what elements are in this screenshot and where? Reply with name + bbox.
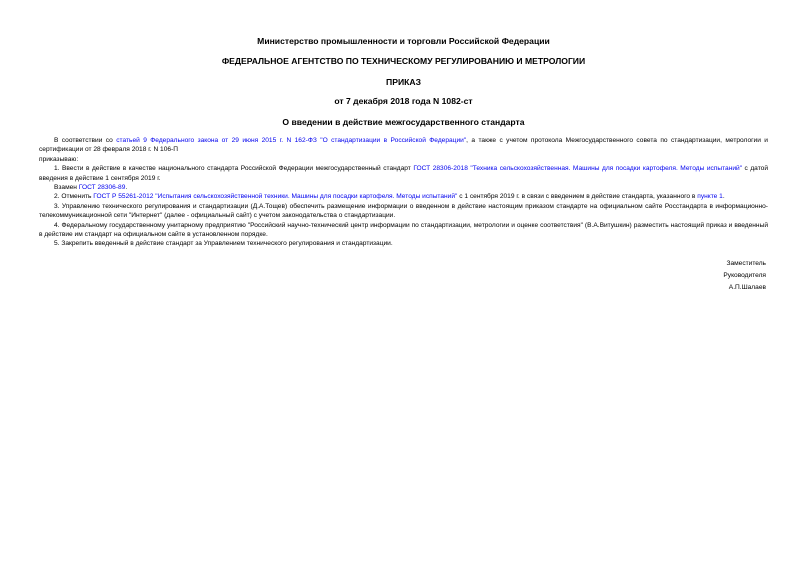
intro-paragraph xyxy=(39,136,768,155)
replace-prefix: Взамен xyxy=(54,184,79,192)
item-4-paragraph: 4. Федеральному государственному унитарному предприятию "Российский научно-технический центр информации по стандартизации, метрологии и оценке соответствия" (В.А.Витушкин) разместить настоящий приказ и введенный в действие им стандарт на официальном сайте в установленном порядке. xyxy=(39,221,768,239)
item-1-suffix: с датой введения в действие 1 сентября 2019 г. xyxy=(39,165,769,182)
item-3-paragraph: 3. Управлению технического регулирования и стандартизации (Д.А.Тощев) обеспечить размещение информации о введенном в действие настоящим приказом стандарте на официальном сайте Росстандарта в информационно-телекоммуникационной сети "Интернет" (далее - официальный сайт) с учетом законодательства о стандартизации. xyxy=(39,202,768,220)
item-2-middle: с 1 сентября 2019 г. в связи с введением в действие стандарта, указанного в xyxy=(457,193,698,201)
document-body xyxy=(39,136,768,249)
signature-position-line-2: Руководителя xyxy=(723,271,766,279)
replace-suffix: . xyxy=(125,184,128,192)
intro-suffix: , а также с учетом протокола Межгосударственного совета по стандартизации, метрологии и сертификации от 28 февраля 2018 г. N 106-П xyxy=(39,137,768,154)
intro-prefix: В соответствии со xyxy=(54,137,117,144)
replace-paragraph xyxy=(39,183,768,192)
gost-28306-89-link[interactable]: ГОСТ 28306-89 xyxy=(78,184,126,192)
signature-position-line-1: Заместитель xyxy=(726,259,766,267)
signature-name: А.П.Шалаев xyxy=(728,283,766,291)
item-1-paragraph xyxy=(39,164,768,183)
item-2-prefix: 2. Отменить xyxy=(54,193,94,201)
document-date-number: от 7 декабря 2018 года N 1082-ст xyxy=(334,96,473,106)
ministry-title: Министерство промышленности и торговли Российской Федерации xyxy=(257,36,550,46)
document-type: ПРИКАЗ xyxy=(386,77,421,87)
gost-28306-2018-link[interactable]: ГОСТ 28306-2018 "Техника сельскохозяйственная. Машины для посадки картофеля. Методы испытаний" xyxy=(413,165,743,173)
law-link[interactable]: статьей 9 Федерального закона от 29 июня 2015 г. N 162-ФЗ "О стандартизации в Российской Федерации" xyxy=(116,137,467,144)
item-1-reference-link[interactable]: пункте 1 xyxy=(697,193,723,201)
item-2-suffix: . xyxy=(722,193,725,201)
item-2-paragraph xyxy=(39,192,768,201)
item-1-prefix: 1. Ввести в действие в качестве национального стандарта Российской Федерации межгосударственный стандарт xyxy=(54,165,414,173)
orders-label: приказываю: xyxy=(39,155,79,163)
signature-block xyxy=(39,258,768,294)
item-5-paragraph: 5. Закрепить введенный в действие стандарт за Управлением технического регулирования и стандартизации. xyxy=(54,240,393,248)
agency-title: ФЕДЕРАЛЬНОЕ АГЕНТСТВО ПО ТЕХНИЧЕСКОМУ РЕГУЛИРОВАНИЮ И МЕТРОЛОГИИ xyxy=(221,56,586,66)
gost-r-55261-2012-link[interactable]: ГОСТ Р 55261-2012 "Испытания сельскохозяйственной техники. Машины для посадки картофеля. Методы испытаний" xyxy=(93,193,458,201)
document-subject: О введении в действие межгосударственного стандарта xyxy=(282,117,525,127)
